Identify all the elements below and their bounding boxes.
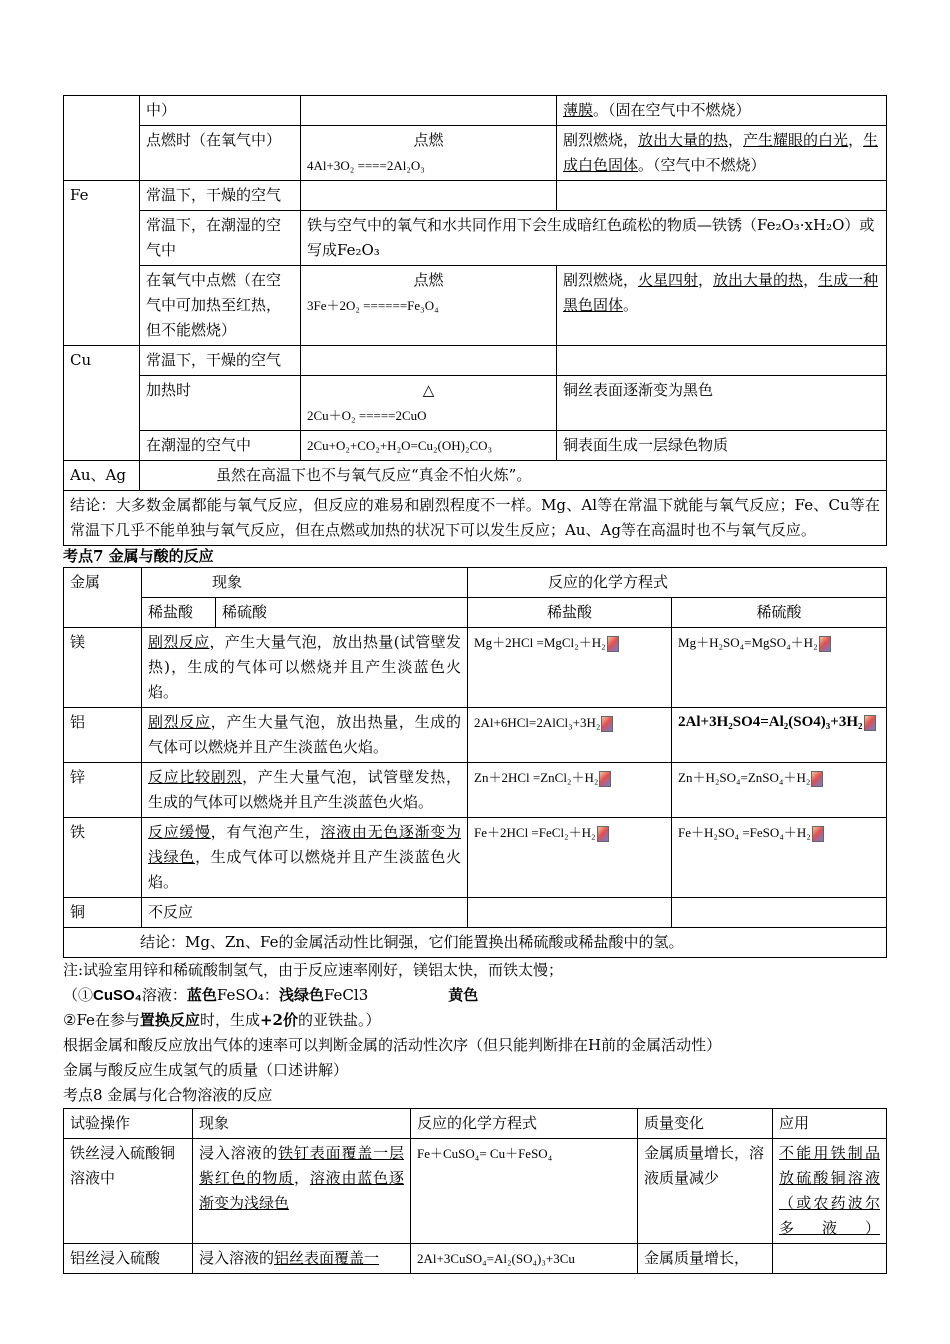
table-row bbox=[64, 461, 887, 491]
table-header-row: 试验操作 现象 反应的化学方程式 质量变化 应用 bbox=[64, 1109, 887, 1139]
table-header-row bbox=[64, 598, 887, 628]
phenomenon-cell: 铜表面生成一层绿色物质 bbox=[557, 431, 887, 461]
condition-cell: 在潮湿的空气中 bbox=[140, 431, 301, 461]
header-h2so4: 稀硫酸 bbox=[216, 598, 468, 628]
table-row bbox=[64, 266, 887, 346]
table-row bbox=[64, 491, 887, 546]
condition-cell: 中） bbox=[140, 96, 301, 126]
table-row bbox=[64, 346, 887, 376]
section-title: 考点7 金属与酸的反应 bbox=[63, 547, 214, 565]
table-row bbox=[64, 928, 887, 958]
header-phenomenon: 现象 bbox=[142, 568, 468, 598]
table-row bbox=[64, 126, 887, 181]
phenomenon-cell: 剧烈燃烧，火星四射，放出大量的热，生成一种黑色固体。 bbox=[557, 266, 887, 346]
metal-acid-table bbox=[63, 567, 887, 958]
gas-arrow-icon bbox=[597, 826, 609, 842]
note-line: ②Fe在参与置换反应时，生成+2价的亚铁盐。） bbox=[63, 1011, 381, 1029]
metal-label: Au、Ag bbox=[64, 461, 140, 491]
condition-cell: 常温下，在潮湿的空气中 bbox=[140, 211, 301, 266]
au-text: 虽然在高温下也不与氧气反应“真金不怕火炼”。 bbox=[140, 461, 887, 491]
header-metal: 金属 bbox=[64, 568, 142, 628]
table-row bbox=[64, 376, 887, 431]
metal-label: Fe bbox=[64, 181, 140, 346]
equation-cell: △ 2Cu＋O₂ =====2CuO bbox=[301, 376, 557, 431]
equation-cell: 2Cu+O₂+CO₂+H₂O=Cu₂(OH)₂CO₃ bbox=[301, 431, 557, 461]
table-row bbox=[64, 211, 887, 266]
gas-arrow-icon bbox=[812, 826, 824, 842]
phenomenon-cell: 薄膜。（固在空气中不燃烧） bbox=[557, 96, 887, 126]
note-line: 根据金属和酸反应放出气体的速率可以判断金属的活动性次序（但只能判断排在H前的金属活动性） bbox=[63, 1036, 722, 1054]
table-row: 铝 剧烈反应，产生大量气泡，放出热量，生成的气体可以燃烧并且产生淡蓝色火焰。 2Al+6HCl=2AlCl₃+3H₂ 2Al+3H₂SO4=Al₂(SO4)₃+3H₂ bbox=[64, 708, 887, 763]
gas-arrow-icon bbox=[599, 771, 611, 787]
document-page bbox=[63, 95, 886, 1274]
table-row: 锌 反应比较剧烈，产生大量气泡，试管壁发热，生成的气体可以燃烧并且产生淡蓝色火焰。 Zn＋2HCl =ZnCl₂＋H₂ Zn＋H₂SO₄=ZnSO₄＋H₂ bbox=[64, 763, 887, 818]
table-header-row bbox=[64, 568, 887, 598]
metal-label: Cu bbox=[64, 346, 140, 461]
conclusion-cell: 结论：大多数金属都能与氧气反应，但反应的难易和剧烈程度不一样。Mg、Al等在常温下就能与氧气反应；Fe、Cu等在常温下几乎不能单独与氧气反应，但在点燃或加热的状况下可以发生反应；Au、Ag等在高温时也不与氧气反应。 bbox=[64, 491, 887, 546]
header-hcl: 稀盐酸 bbox=[142, 598, 216, 628]
header-equation: 反应的化学方程式 bbox=[468, 568, 887, 598]
condition-cell: 加热时 bbox=[140, 376, 301, 431]
table-row: 铁 反应缓慢，有气泡产生，溶液由无色逐渐变为浅绿色，生成气体可以燃烧并且产生淡蓝色火焰。 Fe＋2HCl =FeCl₂＋H₂ Fe＋H₂SO₄ =FeSO₄＋H₂ bbox=[64, 818, 887, 898]
table-row: 铜 不反应 bbox=[64, 898, 887, 928]
phenomenon-cell: 铜丝表面逐渐变为黑色 bbox=[557, 376, 887, 431]
equation-cell: 点燃 4Al+3O₂ ====2Al₂O₃ bbox=[301, 126, 557, 181]
note-line: 注:试验室用锌和稀硫酸制氢气，由于反应速率刚好，镁铝太快，而铁太慢； bbox=[63, 961, 564, 979]
note-line: （①CuSO₄溶液：蓝色FeSO₄：浅绿色FeCl3 黄色 bbox=[63, 986, 479, 1004]
header-h2so4-eq: 稀硫酸 bbox=[672, 598, 887, 628]
equation-cell: 点燃 3Fe＋2O₂ ======Fe₃O₄ bbox=[301, 266, 557, 346]
table-row bbox=[64, 96, 887, 126]
phenomenon-cell: 剧烈燃烧，放出大量的热，产生耀眼的白光，生成白色固体。（空气中不燃烧） bbox=[557, 126, 887, 181]
table-row: 铁丝浸入硫酸铜溶液中 浸入溶液的铁钉表面覆盖一层紫红色的物质，溶液由蓝色逐渐变为浅绿色 Fe＋CuSO₄= Cu＋FeSO₄ 金属质量增长，溶液质量减少 不能用铁制品放硫酸铜溶液（或农药波尔多液） bbox=[64, 1139, 887, 1244]
gas-arrow-icon bbox=[819, 636, 831, 652]
condition-cell: 在氧气中点燃（在空气中可加热至红热，但不能燃烧） bbox=[140, 266, 301, 346]
table-row bbox=[64, 431, 887, 461]
condition-cell: 点燃时（在氧气中） bbox=[140, 126, 301, 181]
phenomenon-cell: 铁与空气中的氧气和水共同作用下会生成暗红色疏松的物质—铁锈（Fe₂O₃·xH₂O）或写成Fe₂O₃ bbox=[301, 211, 887, 266]
conclusion-cell: 结论：Mg、Zn、Fe的金属活动性比铜强，它们能置换出稀硫酸或稀盐酸中的氢。 bbox=[64, 928, 887, 958]
condition-cell: 常温下，干燥的空气 bbox=[140, 181, 301, 211]
gas-arrow-icon bbox=[601, 716, 613, 732]
note-line: 金属与酸反应生成氢气的质量（口述讲解） bbox=[63, 1061, 349, 1079]
gas-arrow-icon bbox=[811, 771, 823, 787]
section-title: 考点8 金属与化合物溶液的反应 bbox=[63, 1086, 273, 1104]
table-row: 铝丝浸入硫酸 浸入溶液的铝丝表面覆盖一 2Al+3CuSO₄=Al₂(SO₄)₃+3Cu 金属质量增长， bbox=[64, 1244, 887, 1274]
gas-arrow-icon bbox=[864, 715, 876, 731]
table-row bbox=[64, 181, 887, 211]
header-hcl-eq: 稀盐酸 bbox=[468, 598, 672, 628]
gas-arrow-icon bbox=[607, 636, 619, 652]
metal-solution-table bbox=[63, 1108, 887, 1274]
condition-cell: 常温下，干燥的空气 bbox=[140, 346, 301, 376]
metal-oxygen-table bbox=[63, 95, 887, 546]
table-row: 镁 剧烈反应，产生大量气泡，放出热量(试管壁发热)，生成的气体可以燃烧并且产生淡蓝色火焰。 Mg＋2HCl =MgCl₂＋H₂ Mg＋H₂SO₄=MgSO₄＋H₂ bbox=[64, 628, 887, 708]
